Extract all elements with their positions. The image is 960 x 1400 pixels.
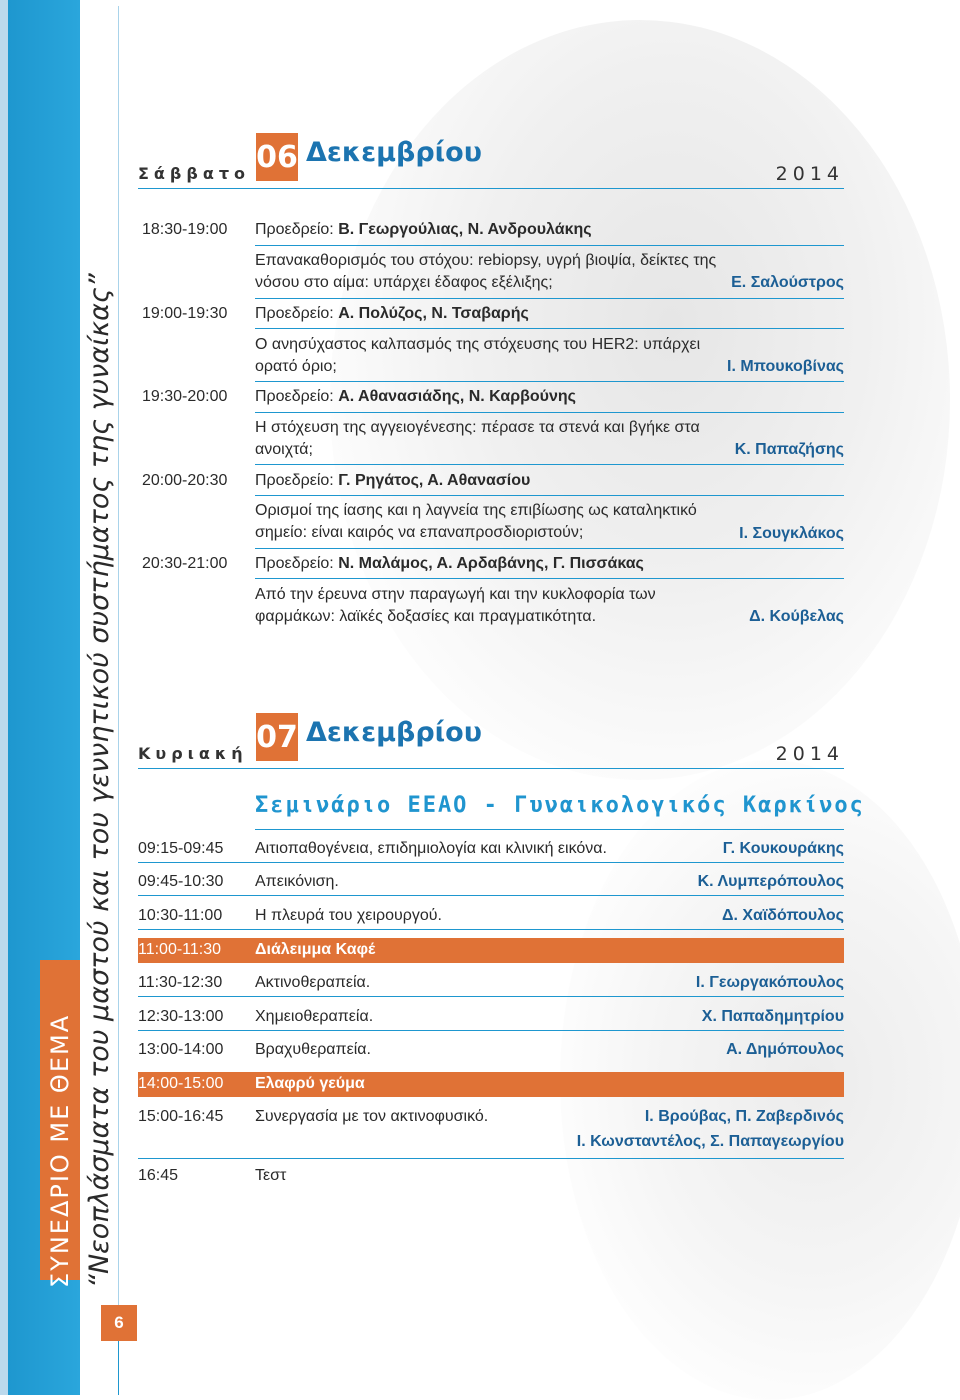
schedule-row <box>138 1038 844 1063</box>
talk-speaker: Ε. Σαλούστρος <box>731 274 844 291</box>
row-rule <box>138 895 844 896</box>
row-time: 15:00-16:45 <box>138 1108 224 1125</box>
sidebar-subtitle: “Νεοπλάσματα του μαστού και του γεννητικού συστήματος της γυναίκας” <box>84 273 115 1288</box>
session-rule <box>255 578 844 579</box>
session-time: 20:30-21:00 <box>142 555 228 572</box>
chair-label: Προεδρείο: <box>255 388 334 405</box>
row-speaker: Α. Δημόπουλος <box>726 1041 844 1058</box>
chair-label: Προεδρείο: <box>255 305 334 322</box>
chair-names: Α. Αθανασιάδης, Ν. Καρβούνης <box>338 388 576 405</box>
row-desc: Ακτινοθεραπεία. <box>255 974 371 991</box>
row-desc: Συνεργασία με τον ακτινοφυσικό. <box>255 1108 489 1125</box>
day1-header-rule <box>138 188 844 189</box>
session-rule <box>255 495 844 496</box>
divider-line <box>118 6 119 1305</box>
row-desc: Ελαφρύ γεύμα <box>255 1075 365 1092</box>
talk-title: Επανακαθορισμός του στόχου: rebiopsy, υγρή βιοψία, δείκτες της νόσου στο αίμα: υπάρχει έδαφος εξέλιξης; <box>255 252 717 291</box>
talk-title: Από την έρευνα στην παραγωγή και την κυκλοφορία των φαρμάκων: λαϊκές δοξασίες και πραγματικότητα. <box>255 586 656 625</box>
day2-date: 07 <box>256 713 298 761</box>
schedule-row <box>138 1005 844 1030</box>
day2-header-rule <box>138 768 844 769</box>
row-speaker: Χ. Παπαδημητρίου <box>701 1008 844 1025</box>
row-desc: Απεικόνιση. <box>255 873 339 890</box>
talk-speaker: Δ. Κούβελας <box>749 608 844 625</box>
session-chairs <box>255 555 644 573</box>
page-number: 6 <box>101 1305 137 1341</box>
session-rule <box>255 328 844 329</box>
row-time: 11:30-12:30 <box>138 974 223 991</box>
day2-month: Δεκεμβρίου <box>306 717 482 748</box>
day1-date: 06 <box>256 133 298 181</box>
row-desc: Αιτιοπαθογένεια, επιδημιολογία και κλινική εικόνα. <box>255 840 607 857</box>
talk-speaker: Ι. Σουγκλάκος <box>739 525 844 542</box>
talk-title: Ο ανησύχαστος καλπασμός της στόχευσης του HER2: υπάρχει ορατό όριο; <box>255 336 701 375</box>
day1-year: 2014 <box>775 163 844 185</box>
row-time: 10:30-11:00 <box>138 907 223 924</box>
row-speaker-second: Ι. Κωνσταντέλος, Σ. Παπαγεωργίου <box>576 1133 844 1150</box>
row-time: 13:00-14:00 <box>138 1041 224 1058</box>
chair-names: Β. Γεωργούλιας, Ν. Ανδρουλάκης <box>338 221 592 238</box>
day2-year: 2014 <box>775 743 844 765</box>
row-time: 09:15-09:45 <box>138 840 224 857</box>
day1-month: Δεκεμβρίου <box>306 137 482 168</box>
row-speaker: Ι. Βρούβας, Π. Ζαβερδινός <box>644 1108 844 1125</box>
row-time: 16:45 <box>138 1167 179 1184</box>
day1-label: Σάββατο <box>138 164 251 183</box>
sidebar-edge <box>0 0 8 1395</box>
row-rule <box>138 862 844 863</box>
row-desc: Βραχυθεραπεία. <box>255 1041 371 1058</box>
day1-header <box>138 133 844 189</box>
talk-speaker: Κ. Παπαζήσης <box>734 441 844 458</box>
session-time: 18:30-19:00 <box>142 221 228 238</box>
session-rule <box>255 548 844 549</box>
schedule-row-break <box>138 938 844 963</box>
session-time: 19:30-20:00 <box>142 388 228 405</box>
session-rule <box>255 381 844 382</box>
talk-title: Η στόχευση της αγγειογένεσης: πέρασε τα στενά και βγήκε στα ανοιχτά; <box>255 419 700 458</box>
seminar-rule <box>255 829 844 830</box>
row-rule <box>138 996 844 997</box>
schedule-row <box>138 971 844 996</box>
talk-speaker: Ι. Μπουκοβίνας <box>727 358 844 375</box>
row-speaker: Δ. Χαϊδόπουλος <box>721 907 844 924</box>
row-speaker: Κ. Λυμπερόπουλος <box>697 873 844 890</box>
session-chairs <box>255 388 576 406</box>
schedule-row <box>138 1164 844 1189</box>
session-rule <box>255 464 844 465</box>
row-speaker: Ι. Γεωργακόπουλος <box>695 974 844 991</box>
row-rule <box>138 1030 844 1031</box>
row-time: 12:30-13:00 <box>138 1008 224 1025</box>
session-rule <box>255 245 844 246</box>
session-chairs <box>255 305 529 323</box>
row-time: 11:00-11:30 <box>138 941 222 958</box>
session-time: 19:00-19:30 <box>142 305 228 322</box>
session-time: 20:00-20:30 <box>142 472 228 489</box>
page-number-line <box>118 1341 119 1395</box>
sidebar-title: ΣΥΝΕΔΡΙΟ ΜΕ ΘΕΜΑ <box>46 1013 74 1288</box>
row-desc: Χημειοθεραπεία. <box>255 1008 374 1025</box>
schedule-row <box>138 870 844 895</box>
chair-label: Προεδρείο: <box>255 472 334 489</box>
row-desc: Τεστ <box>255 1167 287 1184</box>
session-chairs <box>255 472 530 490</box>
chair-label: Προεδρείο: <box>255 221 334 238</box>
chair-names: Α. Πολύζος, Ν. Τσαβαρής <box>338 305 529 322</box>
row-rule <box>138 1158 844 1159</box>
row-desc: Διάλειμμα Καφέ <box>255 941 376 958</box>
session-chairs <box>255 221 592 239</box>
schedule-row-break <box>138 1072 844 1097</box>
row-time: 09:45-10:30 <box>138 873 224 890</box>
talk-title: Ορισμοί της ίασης και η λαγνεία της επιβίωσης ως καταληκτικό σημείο: είναι καιρός να επαναπροσδιοριστούν; <box>255 502 697 541</box>
chair-names: Ν. Μαλάμος, Α. Αρδαβάνης, Γ. Πισσάκας <box>338 555 644 572</box>
row-speaker: Γ. Κουκουράκης <box>722 840 844 857</box>
seminar-title: Σεμινάριο ΕΕΑΟ - Γυναικολογικός Καρκίνος <box>255 793 865 818</box>
schedule-row <box>138 1105 844 1130</box>
session-rule <box>255 412 844 413</box>
row-rule <box>138 929 844 930</box>
row-time: 14:00-15:00 <box>138 1075 224 1092</box>
schedule-row <box>138 837 844 862</box>
schedule-row <box>138 904 844 929</box>
day2-header <box>138 713 844 769</box>
chair-names: Γ. Ρηγάτος, Α. Αθανασίου <box>338 472 531 489</box>
row-desc: Η πλευρά του χειρουργού. <box>255 907 442 924</box>
chair-label: Προεδρείο: <box>255 555 334 572</box>
session-rule <box>255 298 844 299</box>
day2-label: Κυριακή <box>138 744 248 763</box>
